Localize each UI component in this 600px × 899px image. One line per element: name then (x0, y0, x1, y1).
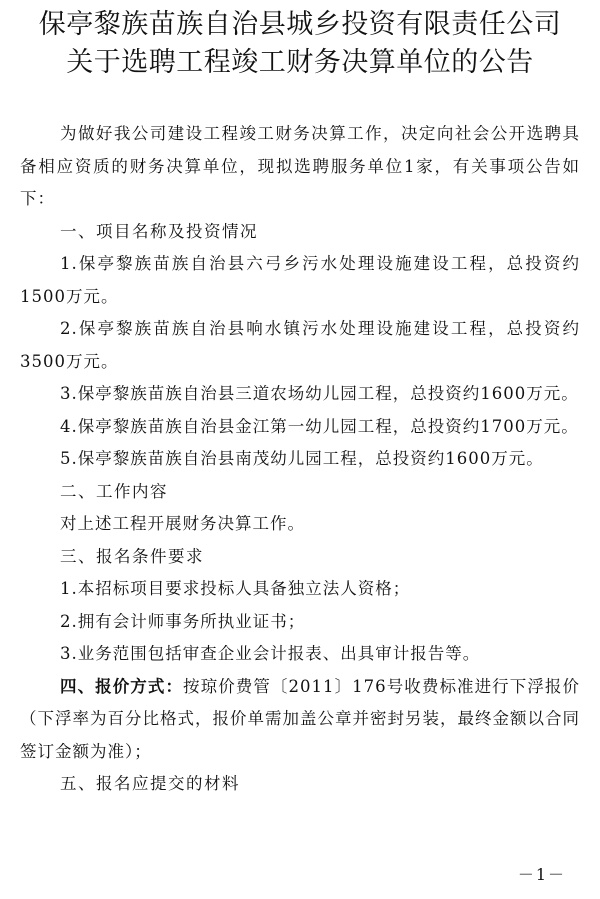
section3-item-2: 2.拥有会计师事务所执业证书； (60, 611, 306, 631)
section4-text: 按琼价费管〔2011〕176号收费标准进行下浮报价（下浮率为百分比格式，报价单需加盖公章并密封另装，最终金额以合同签订金额为准）； (20, 676, 580, 761)
section1-item-4: 4.保亭黎族苗族自治县金江第一幼儿园工程，总投资约1700万元。 (60, 416, 579, 436)
section4-paragraph (20, 671, 580, 769)
section1-heading: 一、项目名称及投资情况 (60, 221, 258, 241)
section4-heading: 四、报价方式： (60, 676, 184, 696)
section1-item-3: 3.保亭黎族苗族自治县三道农场幼儿园工程，总投资约1600万元。 (60, 384, 579, 403)
page-number: －1－ (517, 865, 566, 884)
section3-item-3: 3.业务范围包括审查企业会计报表、出具审计报告等。 (60, 644, 481, 663)
intro-paragraph: 为做好我公司建设工程竣工财务决算工作，决定向社会公开选聘具备相应资质的财务决算单位，现拟选聘服务单位1家，有关事项公告如下： (20, 124, 580, 208)
section1-item-1: 1.保亭黎族苗族自治县六弓乡污水处理设施建设工程，总投资约1500万元。 (20, 254, 580, 306)
section2-heading: 二、工作内容 (60, 481, 168, 501)
section3-heading: 三、报名条件要求 (60, 546, 204, 566)
section5-heading: 五、报名应提交的材料 (60, 774, 240, 793)
section1-item-5: 5.保亭黎族苗族自治县南茂幼儿园工程，总投资约1600万元。 (60, 449, 544, 468)
section1-item-2: 2.保亭黎族苗族自治县响水镇污水处理设施建设工程，总投资约3500万元。 (20, 319, 580, 371)
document-title-line2: 关于选聘工程竣工财务决算单位的公告 (66, 47, 534, 78)
document-body (20, 118, 580, 801)
section3-item-1: 1.本招标项目要求投标人具备独立法人资格； (60, 579, 411, 598)
section2-text: 对上述工程开展财务决算工作。 (60, 514, 305, 533)
document-title-line1: 保亭黎族苗族自治县城乡投资有限责任公司 (38, 9, 562, 40)
